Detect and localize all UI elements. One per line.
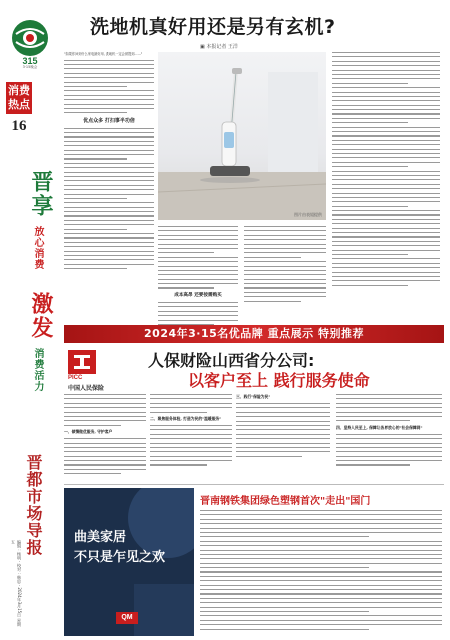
article-col-1 (64, 52, 154, 273)
picc-logo-text: PICC (68, 375, 83, 381)
steel-headline: 晋南钢铁集团绿色塑钢首次"走出"国门 (200, 496, 371, 507)
article-text-block (64, 128, 154, 270)
article-intro: "如果你问到什么家电最好用, 洗地机一定会被提到……" (64, 52, 143, 56)
photo-caption: 图片由表姐提供 (294, 212, 322, 217)
article-col-4 (332, 52, 440, 289)
picc-col-3 (236, 394, 330, 460)
section-divider (64, 484, 444, 485)
article-text-block (64, 60, 154, 114)
banner-text: 2024年3·15名优品牌 重点展示 特别推荐 (144, 327, 364, 340)
picc-col-1 (64, 394, 146, 478)
picc-col-4 (336, 394, 442, 469)
promo-line-1: 曲美家居 (74, 530, 127, 545)
article-col-3 (244, 226, 326, 305)
globe-logo-icon (10, 18, 50, 58)
logo-text: 315 (22, 56, 38, 66)
subhead-cost: 成本高昂 还要按需购买 (174, 293, 222, 298)
slogan-1: 晋享 (28, 170, 54, 218)
picc-subhead-2: 二、聚焦服务体验, 打造为民的"温暖服务" (150, 415, 222, 421)
byline (200, 43, 238, 50)
product-photo (158, 52, 326, 220)
page-number: 16 (11, 118, 27, 134)
slogan-3: 激发 (28, 292, 54, 340)
left-rail (0, 0, 62, 640)
newspaper-calligraphy: 晋都市场导报 (24, 454, 43, 556)
slogan-2: 放心消费 (32, 226, 43, 270)
picc-company-name: 中国人民保险 (68, 385, 105, 392)
picc-emblem-icon (68, 350, 96, 374)
picc-logo (68, 350, 124, 392)
byline-text: 本报记者 王洋 (206, 44, 238, 50)
promo-line-2: 不只是乍见之欢 (74, 550, 166, 565)
subhead-advantages: 优点众多 打扫事半功倍 (83, 117, 135, 124)
section-label: 消费热点 (6, 82, 32, 114)
picc-headline-1: 人保财险山西省分公司: (148, 351, 315, 370)
picc-subhead-1: 一、倾情做优服务, 守护客户 (64, 429, 113, 435)
edition-info: 编辑 : 杨明 · 校对 : 韩思 · 2024年3月15日 星期五 (11, 540, 22, 627)
byline-icon: ▣ (200, 44, 207, 50)
feature-banner (64, 325, 444, 343)
picc-subhead-3: 三、践行"保险为民" (236, 394, 271, 399)
picc-col-2 (150, 394, 232, 469)
article-col-2 (158, 226, 238, 292)
picc-subhead-4: 四、坚持人民至上, 保障让各界放心的"社会保障网" (336, 424, 423, 430)
brand-logo (10, 18, 50, 70)
floor-washer-illustration (158, 52, 326, 220)
slogan-4: 消费活力 (32, 348, 43, 392)
promo-ad (64, 488, 194, 636)
picc-headline-2: 以客户至上 践行服务使命 (188, 371, 370, 390)
logo-subtext: 3·15晚会 (22, 65, 38, 69)
steel-article-text (200, 510, 442, 633)
promo-brand-badge: QM (116, 612, 138, 624)
main-headline: 洗地机真好用还是另有玄机? (90, 16, 336, 38)
